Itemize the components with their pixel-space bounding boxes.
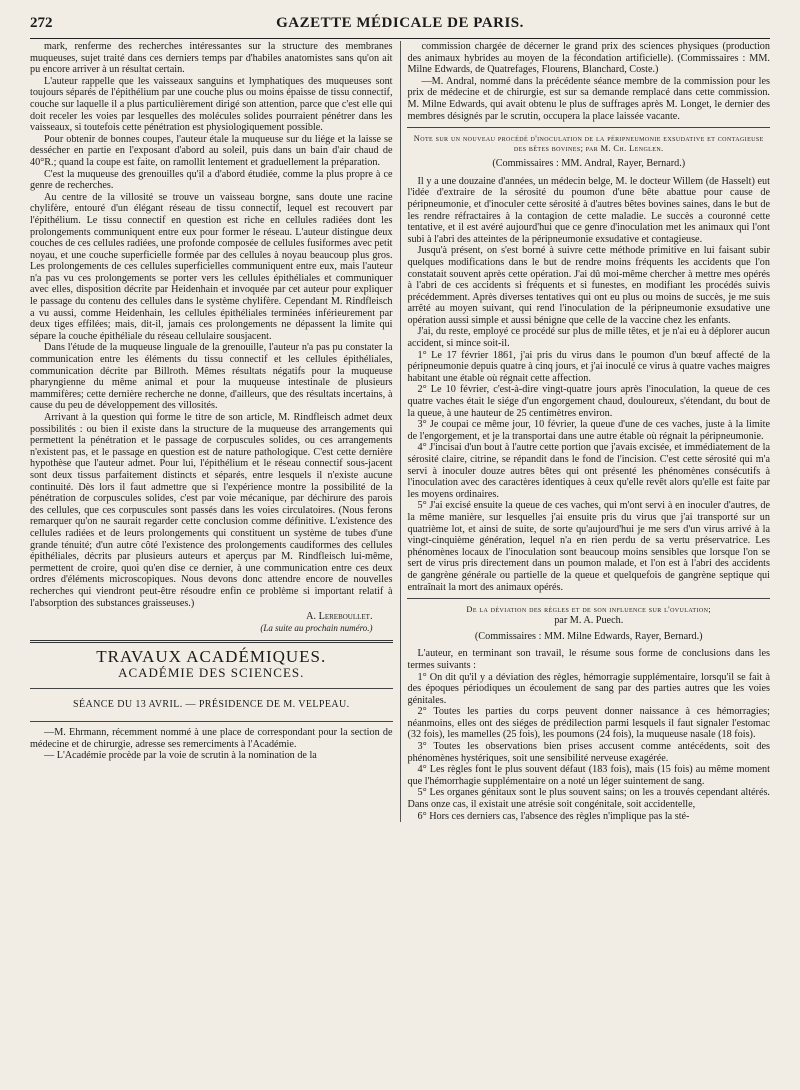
paragraph: 1° On dit qu'il y a déviation des règles, hémorragie supplémentaire, lorsqu'il se fait à des époques périodiques un écoulement de sang par des parties autres que les voies génitales. <box>407 671 770 706</box>
columns <box>30 41 770 822</box>
divider <box>407 127 770 128</box>
paragraph: commission chargée de décerner le grand prix des sciences physiques (production des animaux hybrides au moyen de la fécondation artificielle). (Commissaires : MM. Milne Edwards, de Quatrefages, Flourens, Blanchard, Coste.) <box>407 41 770 76</box>
note-title: Note sur un nouveau procédé d'inoculation de la péripneumonie exsudative et contagieuse des bêtes bovines; par M. Ch. Lenglen. <box>413 134 764 154</box>
paragraph: L'auteur rappelle que les vaisseaux sanguins et lymphatiques des muqueuses sont toujours séparés de l'épithélium par une couche plus ou moins épaisse de tissu connectif, couche sur laquelle il a plus particulièrement dirigé son attention, parce que c'est elle qui doit receler les voies par lesquelles des molécules solides pourraient pénétrer dans les vaisseaux, si toutefois cette pénétration est physiologiquement possible. <box>30 75 393 134</box>
paragraph: Il y a une douzaine d'années, un médecin belge, M. le docteur Willem (de Hasselt) eut l'idée d'extraire de la sérosité du poumon d'une bête abattue pour cause de péripneumonie, et d'inoculer cette sérosité à d'autres bêtes bovines saines, dans le but de les rendre réfractaires à la contagion de cette maladie. Le succès a couronné cette tentative, et il est avéré aujourd'hui que ce genre d'inoculation met les animaux qui l'ont subi à l'abri des atteintes de la péripneumonie exsudative et contagieuse. <box>407 175 770 245</box>
academy-body <box>30 727 393 762</box>
article-body <box>30 41 393 609</box>
paragraph: 2° Le 10 février, c'est-à-dire vingt-quatre jours après l'inoculation, la queue de ces quatre vaches était le siége d'un engorgement chaud, douloureux, s'étendant, du bout de la queue, à une hauteur de 25 centimètres environ. <box>407 384 770 419</box>
paragraph: mark, renferme des recherches intéressantes sur la structure des membranes muqueuses, sujet traité dans ces derniers temps par d'habiles anatomistes sans qu'on ait pu encore arriver à un résultat certain. <box>30 41 393 76</box>
paragraph: J'ai, du reste, employé ce procédé sur plus de mille têtes, et je n'ai eu à déplorer aucun accident, si mince soit-il. <box>407 326 770 350</box>
page-number: 272 <box>30 15 53 31</box>
puech-commissaires: (Commissaires : MM. Milne Edwards, Rayer, Bernard.) <box>474 630 703 642</box>
right-column <box>407 41 770 822</box>
commission-body <box>407 41 770 122</box>
left-column <box>30 41 393 822</box>
paragraph: Arrivant à la question qui forme le titre de son article, M. Rindfleisch admet deux possibilités : ou bien il existe dans la structure de la muqueuse des arrangements qui permettent la pénétration et le passage de corpuscules solides, ou ces arrangements n'existent pas, et le passage en question est de nature pathologique. C'est cette dernière hypothèse que l'auteur admet. Pour lui, l'épithélium et le réseau connectif sous-jacent sont deux tissus parfaitement distincts et séparés, entre lesquels il n'existe aucune continuité. Dès lors il faut admettre que si l'expérience montre la possibilité de la pénétration de corpuscules solides, c'est par voie mécanique, par déchirure des parois des cellules, que ces corpuscules sont passés dans les voies circulatoires. (Nous ferons remarquer qu'on ne saurait regarder cette conclusion comme définitive. L'existence des cellules radiées et de leurs prolongements qui constituent un système de tubes d'une grande ténuité; d'un autre côté l'existence des prolongements caudiformes des cellules épithéliales, décrits par plusieurs auteurs et aperçus par M. Rindfleisch lui-même, permettent de croire, quoi qu'en dise ce dernier, à une communication entre ces deux ordres d'éléments microscopiques. Nous devons donc attendre encore de nouvelles recherches qui viendront peut-être résoudre enfin ce problème si important relatif à l'absorption des substances graisseuses.) <box>30 412 393 609</box>
section-divider <box>30 640 393 643</box>
paragraph: — L'Académie procède par la voie de scrutin à la nomination de la <box>44 750 317 762</box>
paragraph: L'auteur, en terminant son travail, le résume sous forme de conclusions dans les termes suivants : <box>407 648 770 671</box>
puech-body <box>407 648 770 822</box>
journal-title: GAZETTE MÉDICALE DE PARIS. <box>276 15 524 31</box>
section-subtitle: ACADÉMIE DES SCIENCES. <box>118 664 305 680</box>
section-title: TRAVAUX ACADÉMIQUES. <box>96 647 327 667</box>
note-body <box>407 176 770 593</box>
paragraph: 3° Toutes les observations bien prises accusent comme antécédents, soit des phénomènes hystériques, soit une sensibilité nerveuse exagérée. <box>407 741 770 764</box>
divider <box>30 721 393 722</box>
paragraph: 3° Je coupai ce même jour, 10 février, la queue d'une de ces vaches, juste à la limite de l'engorgement, et je la transportai dans une autre étable où régnait la péripneumonie. <box>407 419 770 442</box>
column-rule <box>400 41 401 822</box>
paragraph: Jusqu'à présent, on s'est borné à suivre cette méthode primitive en lui faisant subir quelques modifications dans le but de rendre moins fréquents les accidents que l'on constatait souvent après cette opération. J'ai dû moi-même chercher à mettre mes opérés à l'abri de ces accidents si fréquents et si funestes, en modifiant les procédés suivis précédemment. Après diverses tentatives qui ont eu plus ou moins de succès, je me suis arrêté au moyen suivant, qui rend l'inoculation de la péripneumonie exsudative une opération aussi simple et aussi bénigne que celle de la vaccine chez les enfants. <box>407 245 770 326</box>
puech-author: par M. A. Puech. <box>554 615 624 627</box>
author-signature: A. Lereboullet. <box>306 611 373 623</box>
paragraph: 2° Toutes les parties du corps peuvent donner naissance à ces hémorragies; néanmoins, elles ont des siéges de prédilection parmi lesquels il faut signaler l'estomac (32 fois), les mamelles (25 fois), les poumons (24 fois), la muqueuse nasale (18 fois). <box>407 706 770 741</box>
continuation-note: (La suite au prochain numéro.) <box>260 622 373 633</box>
paragraph: —M. Andral, nommé dans la précédente séance membre de la commission pour les prix de médecine et de chirurgie, est sur sa demande remplacé dans cette commission. M. Milne Edwards, qui avait obtenu le plus de suffrages après M. Longet, le dernier des membres désignés par le scrutin, occupera la place laissée vacante. <box>407 75 770 122</box>
paragraph: C'est la muqueuse des grenouilles qu'il a d'abord étudiée, comme la plus propre à ce genre de recherches. <box>30 168 393 192</box>
paragraph: —M. Ehrmann, récemment nommé à une place de correspondant pour la section de médecine et de chirurgie, adresse ses remerciments à l'Académie. <box>30 727 393 750</box>
paragraph: Pour obtenir de bonnes coupes, l'auteur étale la muqueuse sur du liége et la laisse se dessécher en partie en l'exposant d'abord au soleil, puis dans un bain d'air chaud de 40°R.; quand la coupe est faite, on ramollit lentement et graduellement la préparation. <box>30 133 393 168</box>
paragraph: Dans l'étude de la muqueuse linguale de la grenouille, l'auteur n'a pas pu constater la communication entre les éléments du tissu connectif et les cellules épithéliales, communication décrite par Billroth. Mêmes résultats négatifs pour la muqueuse pharyngienne du même animal et pour la muqueuse intestinale de plusieurs mammifères; cette dernière recherche ne donne, d'ailleurs, que des résultats incertains, à cause du peu de développement des villosités. <box>30 342 393 412</box>
note-commissaires: (Commissaires : MM. Andral, Rayer, Bernard.) <box>492 158 686 170</box>
page-header <box>30 12 770 39</box>
paragraph: 6° Hors ces derniers cas, l'absence des règles n'implique pas la sté- <box>417 810 690 822</box>
divider <box>407 598 770 599</box>
paragraph: 1° Le 17 février 1861, j'ai pris du virus dans le poumon d'un bœuf affecté de la péripneumonie depuis quatre à cinq jours, et j'ai inoculé ce virus à quatre vaches maigres habitant une étable où régnait cette affection. <box>407 349 770 384</box>
puech-title: De la déviation des règles et de son influence sur l'ovulation; <box>466 605 712 615</box>
paragraph: 5° J'ai excisé ensuite la queue de ces vaches, qui m'ont servi à en inoculer d'autres, de la même manière, sur lesquelles j'ai ensuite pris du virus que j'ai transporté sur un quatrième lot, et ainsi de suite, de sorte qu'aujourd'hui je me sers d'un virus arrivé à la vingt-cinquième génération, lequel n'a en rien perdu de sa vertu préservatrice. Les phénomènes locaux de l'inoculation sont beaucoup moins sensibles que lorsque l'on se sert de virus pris directement dans un poumon malade, et l'on est à l'abri des accidents de gangrène générale ou partielle de la queue et quelquefois de gangrène septique qui entraînait la mort des animaux opérés. <box>407 500 770 593</box>
paragraph: 4° Les règles font le plus souvent défaut (183 fois), mais (15 fois) au même moment que l'hémorrhagie supplémentaire on a noté un léger suintement de sang. <box>407 764 770 787</box>
paragraph: Au centre de la villosité se trouve un vaisseau borgne, sans doute une racine chylifère, entouré d'un élégant réseau de tissu connectif, lequel est recouvert par l'épithélium. Le tissu connectif en question est riche en cellules radiées dont les prolongements communiquent entre eux pour former le réseau. L'auteur distingue deux couches de ces cellules radiées, une profonde composée de cellules fusiformes avec petit noyau, et une couche superficielle formée par des cellules à noyau beaucoup plus gros. Les prolongements de ces cellules superficielles communiquent entre eux, mais l'auteur n'a pas vu ces prolongements se porter vers les cellules épithéliales et communiquer avec elles, disposition décrite par Heidenhain et invoquée par cet auteur pour expliquer le passage du contenu des cellules dans le système chylifère. Cependant M. Rindfleisch a vu aussi, comme Heidenhain, les cellules épithéliales terminées inférieurement par deux tiges effilées; mais, dit-il, jamais ces prolongements ne dépassent la limite qui sépare la couche épithéliale du réseau cellulaire sousjacent. <box>30 191 393 342</box>
paragraph: 4° J'incisai d'un bout à l'autre cette portion que j'avais excisée, et immédiatement de la sérosité claire, citrine, se répandit dans le fond de l'incision. C'est cette sérosité qui m'a servi à inoculer douze autres bêtes qui ont présenté les phénomènes consécutifs à l'inoculation avec des caractères identiques à ceux qu'elle revêt alors qu'elle est faite par les moyens ordinaires. <box>407 442 770 500</box>
divider <box>30 688 393 689</box>
paragraph: 5° Les organes génitaux sont le plus souvent sains; on les a trouvés cependant altérés. Dans onze cas, il existait une atrésie soit congénitale, soit accidentelle, <box>407 787 770 811</box>
seance-heading: SÉANCE DU 13 AVRIL. — PRÉSIDENCE DE M. VELPEAU. <box>73 699 350 711</box>
